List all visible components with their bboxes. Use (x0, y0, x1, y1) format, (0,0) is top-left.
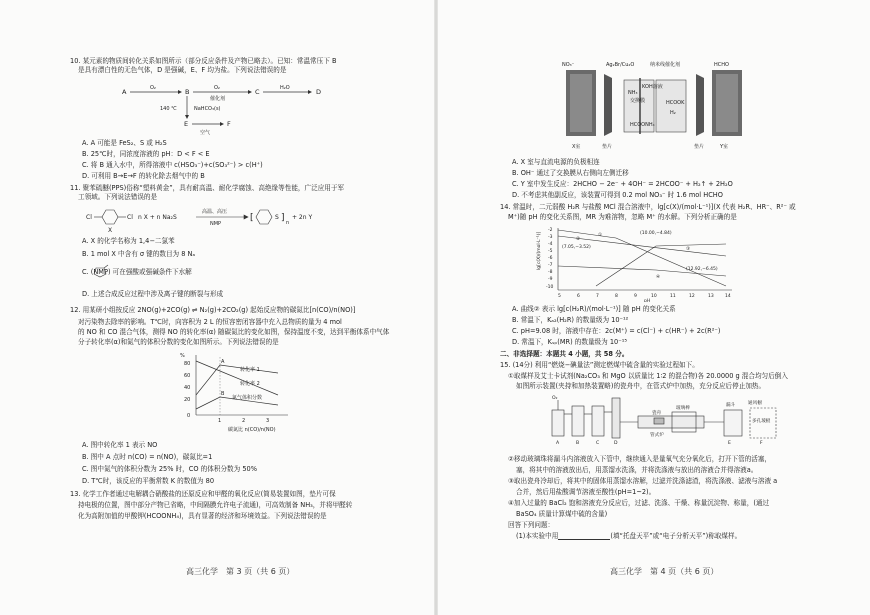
right-page-footer: 高三化学 第 4 页（共 6 页） (610, 567, 719, 576)
svg-text:①: ① (598, 233, 603, 238)
svg-text:③: ③ (686, 247, 691, 252)
q11-option-d: D. 上述合成反应过程中涉及离子键的断裂与形成 (82, 290, 224, 298)
svg-text:通风橱: 通风橱 (748, 401, 762, 406)
q12-series-3: 氮气体积分数 (232, 395, 263, 401)
cell-y-room: Y室 (720, 144, 729, 150)
q15-step-2a: ②移动玻璃珠将漏斗内溶液放入下管中，继续通入是量氧气充分氧化后，打开下管的活塞， (508, 455, 772, 463)
q12-option-b: B. 图中 A 点时 n(CO) = n(NO)，碳氮比=1 (82, 453, 213, 461)
svg-text:②: ② (576, 237, 581, 242)
q10-conversion-diagram (120, 82, 360, 138)
right-page (440, 0, 870, 615)
q13-stem-1: 13. 化学工作者通过电解耦合硝酸盐的还原反应和甲醛的氧化反应(简易装置如图，垫片可保 (70, 490, 336, 498)
svg-text:玻璃棒: 玻璃棒 (676, 406, 690, 411)
svg-text:13: 13 (708, 294, 714, 299)
svg-text:A: A (556, 441, 560, 446)
q12-stem-4: 分子转化率(α)和氮气的体积分数的变化如图所示。下列说法错误的是 (78, 338, 279, 346)
q12-ylabel: % (180, 353, 185, 359)
app-o2: O₂ (552, 396, 558, 401)
svg-text:-3: -3 (548, 235, 553, 240)
q11-stem-1: 11. 聚苯硫醚(PPS)俗称“塑料黄金”，具有耐高温、耐化学腐蚀、高绝缘等性能，广泛应用于军 (70, 184, 345, 192)
q12-stem-1: 12. 用某研小组按反应 2NO(g)+2CO(g) ⇌ N₂(g)+2CO₂(g) 起始反应物的碳氮比[n(CO)/n(NO)] (70, 306, 356, 314)
scheme-above: 高温、高压 (202, 209, 228, 215)
q14-chart (536, 226, 736, 302)
q10-option-a: A. A 可能是 FeS₂、S 或 H₂S (82, 139, 167, 147)
q15-step-4a: ④加入过量的 BaCl₂ 饱和溶液充分反应后，过滤、洗涤、干燥、称量沉淀物、称量，(通过 (508, 499, 770, 507)
svg-text:-10: -10 (546, 285, 554, 290)
cell-anode-mat: Ag₂Br/Cu₂O (606, 62, 635, 68)
q15-stem-2: ①取煤样及艾士卡试剂(Na₂CO₃ 和 MgO 以质量比 1∶2 的混合物)各 20.0000 g 混合均匀后倒入 (508, 372, 788, 380)
svg-text:11: 11 (670, 294, 676, 299)
q12-ytick-40: 40 (184, 385, 191, 391)
q12-curve-1 (196, 365, 278, 395)
label-h2o: H₂O (280, 85, 290, 91)
q12-ytick-0: 0 (187, 413, 191, 419)
node-c: C (255, 88, 260, 96)
q12-option-d: D. T℃时，该反应的平衡常数 K 的数值为 80 (82, 477, 215, 485)
node-e: E (184, 120, 189, 128)
scheme-below: NMP (210, 221, 222, 227)
node-a: A (122, 88, 127, 96)
q15-step-2b: 塞，将其中的溶液放出后，用蒸馏水洗涤，并将洗涤液与放出的溶液合并得溶液a。 (516, 466, 758, 474)
cell-hcho: HCHO (714, 62, 729, 68)
left-page-footer: 高三化学 第 3 页（共 6 页） (186, 567, 295, 576)
q15-step-4b: BaSO₄ 质量计算煤中硫的含量) (516, 510, 608, 518)
svg-text:F: F (760, 441, 763, 446)
svg-text:D: D (614, 441, 618, 446)
q12-option-c: C. 图中氮气的体积分数为 25% 时，CO 的体积分数为 50% (82, 465, 257, 473)
q15-stem-3: 如图所示装置(夹持和加热装置略)的瓷舟中，在管式炉中加热，充分反应后停止加热。 (516, 382, 766, 390)
q11-stem-2: 工领域。下列说法错误的是 (78, 193, 158, 201)
svg-text:9: 9 (634, 294, 637, 299)
cell-gasket-left: 垫片 (602, 144, 613, 150)
q15-sub1-post: (填“托盘天平”或“电子分析天平”)称取煤样。 (610, 532, 742, 540)
scheme-reagent: n X + n Na₂S (138, 214, 177, 221)
q14-stem-2: M⁺)随 pH 的变化关系图，MR 为难溶物，忽略 M⁺ 的水解。下列分析正确的是 (508, 213, 737, 221)
svg-text:-2: -2 (548, 228, 553, 233)
q12-xtick-1: 1 (218, 418, 222, 424)
q15-step-3b: 合并，然后用盐酸调节溶液至酸性(pH=1~2)。 (516, 488, 656, 496)
svg-text:Cl: Cl (127, 214, 133, 221)
q12-series-1: 转化率 1 (240, 367, 260, 373)
q12-stem-3: 的 NO 和 CO 混合气体，测得 NO 的转化率(α) 随碳氮比的变化如图，保持温度不变，达到平衡体系中气体 (78, 328, 390, 336)
q12-stem-2: 对污染物去除率的影响。T℃时，向容积为 2 L 的恒容密闭容器中充入总物质的量为 4 mol (78, 318, 342, 326)
q12-option-a: A. 图中转化率 1 表示 NO (82, 441, 158, 449)
q15-sub1-pre: (1)本实验中用 (516, 532, 559, 540)
q15-step-3a: ③取出瓷舟冷却后，将其中的固体用蒸馏水溶解，过滤并洗涤滤渣，将洗涤液、滤液与溶液 a (508, 477, 778, 485)
q12-point-a: A (221, 359, 225, 365)
q15-sub1 (516, 532, 741, 540)
q13-option-d: D. 不考虑其他副反应，该装置可得到 0.2 mol NO₃⁻ 时 1.6 mol HCHO (512, 191, 723, 199)
svg-text:漏斗: 漏斗 (726, 403, 736, 408)
svg-text:12: 12 (689, 294, 695, 299)
q10-option-b: B. 25℃时，同浓度溶液的 pH：D < F < E (82, 150, 210, 158)
svg-text:-4: -4 (548, 242, 553, 247)
svg-text:n: n (286, 220, 290, 226)
svg-text:6: 6 (577, 294, 580, 299)
cell-hcoonh4: HCOONH₄ (630, 122, 655, 128)
q11-reaction-scheme (78, 204, 328, 234)
svg-text:-5: -5 (548, 249, 553, 254)
cell-hcook: HCOOK (666, 100, 685, 106)
cell-gasket-right: 垫片 (694, 144, 705, 150)
q14-option-c: C. pH=9.08 时，溶液中存在：2c(M⁺) = c(Cl⁻) + c(HR⁻) + 2c(R²⁻) (512, 327, 721, 335)
cell-koh: KOH溶液 (642, 84, 663, 90)
q12-xlabel: 碳氮比 n(CO)/n(NO) (228, 427, 276, 433)
svg-text:瓷舟: 瓷舟 (652, 411, 662, 416)
q10-option-c: C. 将 B 通入水中，所得溶液中 c(HSO₃⁻)+c(SO₃²⁻) > c(H⁺) (82, 161, 263, 169)
svg-text:-7: -7 (548, 263, 553, 268)
q14-annotation-1: (10.00,−4.84) (640, 231, 672, 236)
svg-text:④: ④ (656, 275, 661, 280)
cell-film: 交换膜 (630, 98, 646, 104)
q14-ylabel: lg[c(X)/(mol·L⁻¹)] (537, 231, 542, 270)
svg-text:8: 8 (615, 294, 618, 299)
q12-xtick-2: 2 (242, 418, 246, 424)
q15-answer-blank[interactable] (558, 533, 610, 540)
cell-nh3: NH₃ (628, 90, 638, 96)
q14-curve-3 (596, 244, 726, 286)
svg-text:Cl: Cl (86, 214, 92, 221)
q10-option-d: D. 可利用 B→E→F 的转化除去烟气中的 B (82, 172, 205, 180)
q11-option-a: A. X 的化学名称为 1,4−二氯苯 (82, 237, 175, 245)
q11-option-c: C. (NMP) 可在强酸或强碱条件下水解 (82, 268, 192, 276)
q12-xtick-3: 3 (266, 418, 270, 424)
svg-text:管式炉: 管式炉 (650, 433, 664, 438)
svg-text:B: B (576, 441, 580, 446)
left-page (0, 0, 432, 615)
q12-ytick-60: 60 (184, 373, 191, 379)
cell-x-room: X室 (572, 144, 581, 150)
q13-option-b: B. OH⁻ 通过了交换膜从右侧向左侧迁移 (512, 169, 629, 177)
label-air: 空气 (200, 130, 211, 136)
q15-apparatus (542, 392, 782, 448)
q13-stem-2: 持电极的位置，图中部分产物已省略，中间隔膜允许电子流通)，可高效制备 NH₃，并将甲醛转 (78, 501, 353, 509)
label-o2-2: O₂ (214, 85, 220, 91)
q12-ytick-80: 80 (184, 361, 191, 367)
svg-text:C: C (596, 441, 600, 446)
q12-curve-2 (196, 361, 278, 395)
cell-no3: NO₃⁻ (562, 62, 575, 68)
scheme-product: + 2n Y (292, 214, 313, 221)
q12-ytick-20: 20 (184, 397, 191, 403)
cell-h2: H₂ (670, 110, 676, 116)
q12-series-2: 转化率 2 (240, 381, 260, 387)
q14-stem-1: 14. 常温时，二元弱酸 H₂R 与盐酸 MCl 混合溶液中，lg[c(X)/(mol·L⁻¹)](X 代表 H₂R、HR⁻、R²⁻ 或 (500, 203, 796, 211)
q12-point-b: B (221, 391, 225, 397)
label-o2-1: O₂ (150, 85, 156, 91)
node-b: B (185, 88, 190, 96)
svg-text:-9: -9 (548, 277, 553, 282)
svg-text:]: ] (281, 213, 285, 223)
svg-text:14: 14 (725, 294, 731, 299)
label-catalyst: 催化剂 (210, 96, 226, 102)
svg-text:E: E (728, 441, 731, 446)
cell-cathode-mat: 纳米线催化剂 (650, 62, 681, 68)
svg-text:[: [ (250, 213, 254, 223)
q11-option-b: B. 1 mol X 中含有 σ 键的数目为 8 Nₐ (82, 250, 196, 258)
svg-text:多孔玻板: 多孔玻板 (752, 419, 771, 424)
q14-curve-2 (558, 230, 726, 286)
label-nahco3: NaHCO₃(s) (194, 106, 221, 112)
svg-text:10: 10 (651, 294, 657, 299)
section-2-heading: 二、非选择题：本题共 4 小题，共 58 分。 (500, 350, 629, 358)
node-f: F (227, 120, 231, 128)
svg-text:5: 5 (558, 294, 561, 299)
node-d: D (316, 88, 322, 96)
page-fold (434, 0, 438, 615)
q13-option-c: C. Y 室中发生反应：2HCHO − 2e⁻ + 4OH⁻ = 2HCOO⁻ + H₂↑ + 2H₂O (512, 180, 733, 188)
q12-chart (178, 351, 298, 435)
svg-text:-6: -6 (548, 256, 553, 261)
q15-stem-1: 15. (14分) 利用“燃烧−碘量法”测定燃煤中硫含量的实验过程如下。 (500, 361, 699, 369)
q10-stem-2: 是具有漂白性的无色气体，D 是强碱，E、F 均为盐。下列说法错误的是 (78, 66, 287, 74)
label-temp: 140 ℃ (160, 106, 177, 112)
q14-annotation-2: (7.05,−3.52) (562, 245, 591, 250)
q14-option-b: B. 常温下，Kₐ₂(H₂R) 的数量级为 10⁻¹² (512, 316, 629, 324)
q13-stem-3: 化为高附加值的甲酸钾(HCOONH₄)，具有显著的经济和环境效益。下列说法错误的是 (78, 512, 327, 520)
q14-option-a: A. 曲线② 表示 lg[c(H₂R)/(mol·L⁻¹)] 随 pH 的变化关系 (512, 305, 676, 313)
q14-option-d: D. 常温下，Kₛₚ(MR) 的数量级为 10⁻¹⁵ (512, 338, 627, 346)
q10-stem-1: 10. 某元素的物质间转化关系如图所示（部分反应条件及产物已略去）。已知：常温常压下 B (70, 57, 337, 65)
svg-text:S: S (275, 214, 279, 221)
svg-text:-8: -8 (548, 270, 553, 275)
q14-xlabel: pH (644, 299, 651, 302)
q13-electrolysis-cell (558, 58, 768, 156)
q13-option-a: A. X 室与直流电源的负极相连 (512, 158, 600, 166)
label-x: X (108, 227, 113, 234)
svg-text:7: 7 (596, 294, 599, 299)
q15-answer-prompt: 回答下列问题： (508, 521, 555, 529)
q14-annotation-3: (12.92,−6.45) (686, 267, 718, 272)
